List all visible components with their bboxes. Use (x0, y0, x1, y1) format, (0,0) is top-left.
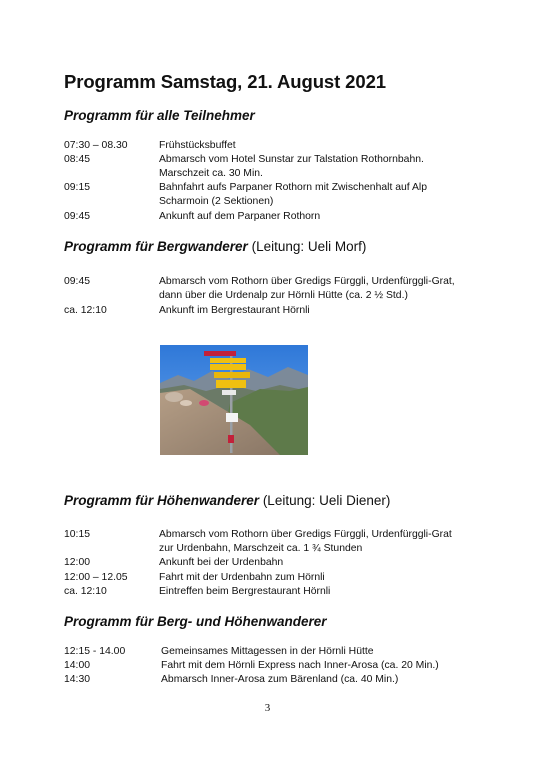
schedule-description: Fahrt mit dem Hörnli Express nach Inner-Arosa (ca. 20 Min.) (161, 660, 439, 671)
section-heading-text: Programm für Höhenwanderer (64, 493, 260, 508)
signpost-photo (160, 345, 308, 455)
section-heading-mountain-hikers (64, 239, 366, 254)
schedule-description: Ankunft im Bergrestaurant Hörnli (159, 305, 310, 316)
page-number: 3 (264, 702, 271, 714)
schedule-time: ca. 12:10 (64, 305, 107, 316)
schedule-description: Bahnfahrt aufs Parpaner Rothorn mit Zwischenhalt auf Alp (159, 182, 427, 193)
section-heading-all-participants (64, 108, 255, 123)
schedule-time: 09:15 (64, 182, 91, 193)
schedule-time: 07:30 – 08.30 (64, 140, 128, 151)
schedule-time: 10:15 (64, 529, 91, 540)
schedule-description: Marschzeit ca. 30 Min. (159, 168, 263, 179)
section-heading-high-altitude-hikers (64, 493, 390, 508)
schedule-time: 08:45 (64, 154, 91, 165)
schedule-time: 12:00 – 12.05 (64, 572, 128, 583)
schedule-time: 09:45 (64, 211, 91, 222)
schedule-time: ca. 12:10 (64, 586, 107, 597)
schedule-description: Gemeinsames Mittagessen in der Hörnli Hütte (161, 646, 374, 657)
schedule-description: Abmarsch vom Hotel Sunstar zur Talstation Rothornbahn. (159, 154, 424, 165)
schedule-description: Eintreffen beim Bergrestaurant Hörnli (159, 586, 331, 597)
schedule-description: Scharmoin (2 Sektionen) (159, 196, 274, 207)
section-heading-text: Programm für Berg- und Höhenwanderer (64, 614, 327, 629)
schedule-time: 14:00 (64, 660, 91, 671)
schedule-time: 12:00 (64, 557, 91, 568)
schedule-description: Ankunft auf dem Parpaner Rothorn (159, 211, 321, 222)
page-title: Programm Samstag, 21. August 2021 (64, 71, 386, 92)
section-heading-text: Programm für alle Teilnehmer (64, 108, 255, 123)
schedule-description: zur Urdenbahn, Marschzeit ca. 1 ¾ Stunden (159, 543, 363, 554)
section-heading-all-hikers (64, 614, 327, 629)
schedule-time: 12:15 - 14.00 (64, 646, 126, 657)
section-heading-text: Programm für Bergwanderer (64, 239, 248, 254)
schedule-description: Abmarsch vom Rothorn über Gredigs Fürggli, Urdenfürggli-Grat (159, 529, 452, 540)
schedule-time: 14:30 (64, 674, 91, 685)
schedule-description: Abmarsch vom Rothorn über Gredigs Fürggli, Urdenfürggli-Grat, (159, 276, 455, 287)
schedule-description: dann über die Urdenalp zur Hörnli Hütte (ca. 2 ½ Std.) (159, 290, 408, 301)
schedule-description: Abmarsch Inner-Arosa zum Bärenland (ca. 40 Min.) (161, 674, 399, 685)
schedule-time: 09:45 (64, 276, 91, 287)
section-leader: (Leitung: Ueli Diener) (262, 493, 391, 508)
schedule-description: Ankunft bei der Urdenbahn (159, 557, 284, 568)
schedule-description: Fahrt mit der Urdenbahn zum Hörnli (159, 572, 325, 583)
section-leader: (Leitung: Ueli Morf) (251, 239, 367, 254)
schedule-description: Frühstücksbuffet (159, 140, 236, 151)
